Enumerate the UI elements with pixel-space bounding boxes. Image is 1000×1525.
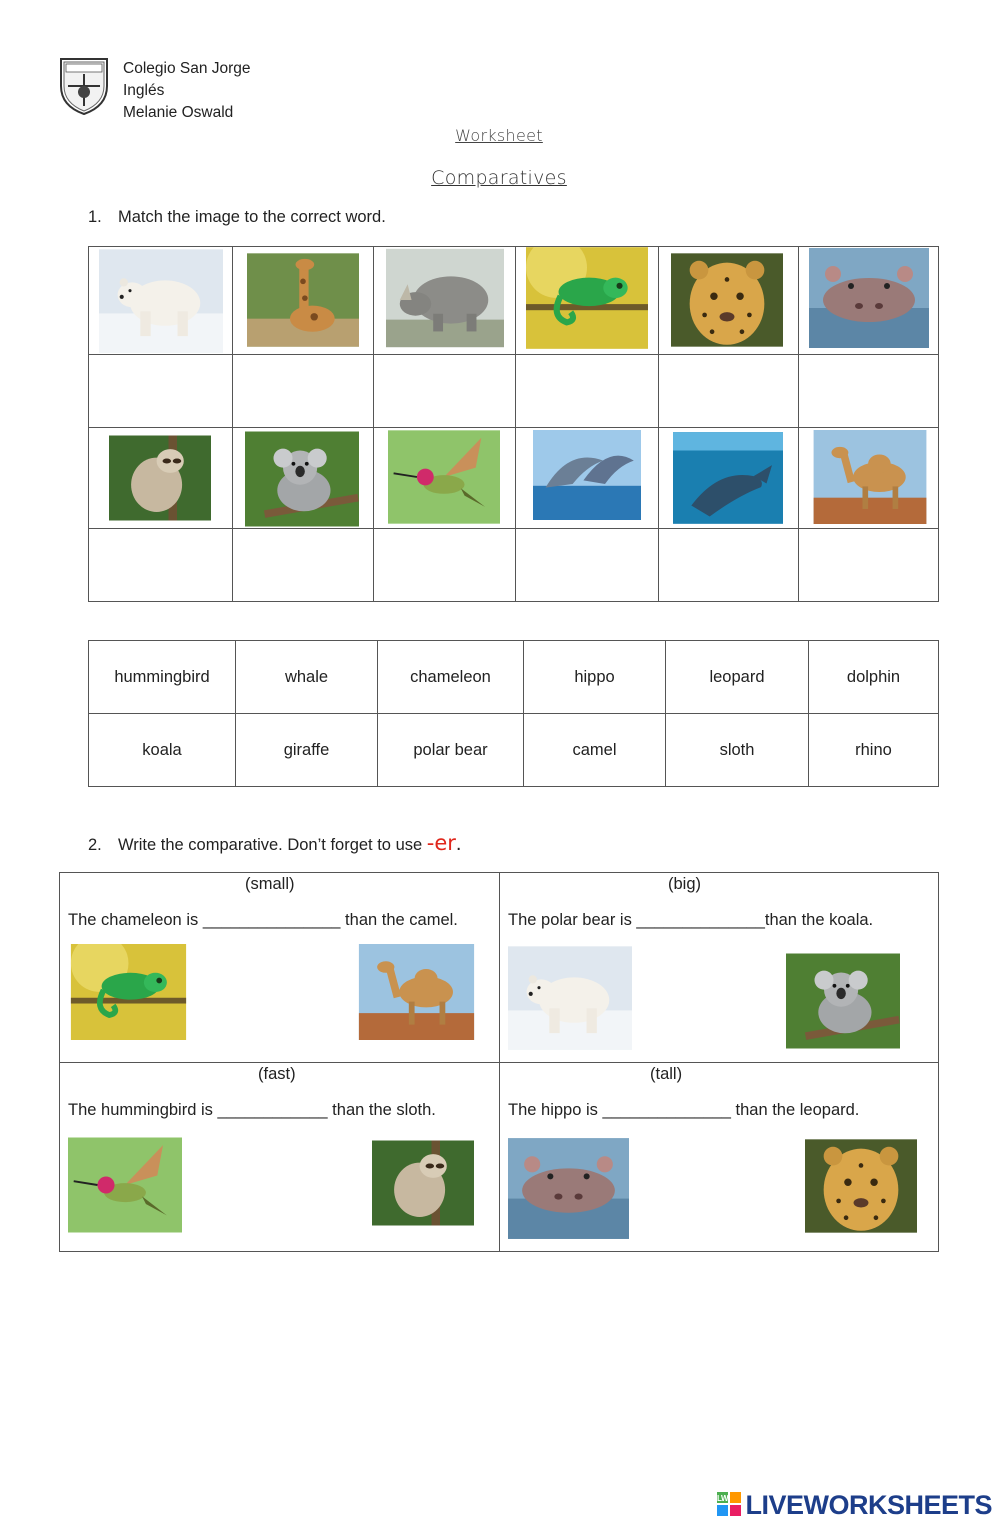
image-row-1 <box>89 247 939 355</box>
image-row-2 <box>89 428 939 529</box>
camel-image <box>357 944 476 1040</box>
word-cell: rhino <box>809 714 939 787</box>
answer-cell[interactable] <box>516 529 659 602</box>
word-cell: camel <box>524 714 666 787</box>
hippo-image <box>508 1137 629 1240</box>
exercise1-number: 1. <box>88 208 102 226</box>
giraffe-image <box>247 247 359 353</box>
word-cell: polar bear <box>378 714 524 787</box>
answer-cell[interactable] <box>374 529 516 602</box>
school-crest-icon <box>58 56 110 116</box>
word-cell: leopard <box>666 641 809 714</box>
exercise1-text: Match the image to the correct word. <box>118 208 386 226</box>
worksheet-subtitle: Comparatives <box>431 167 567 189</box>
hint-label: (small) <box>245 875 295 893</box>
comparative-table <box>59 872 939 1252</box>
answer-row-1 <box>89 355 939 428</box>
answer-cell[interactable] <box>799 529 939 602</box>
leopard-image <box>805 1133 917 1239</box>
logo-text: LIVEWORKSHEETS <box>745 1490 992 1520</box>
dolphin-image <box>532 430 642 520</box>
exercise2-instruction <box>88 831 461 856</box>
answer-cell[interactable] <box>233 529 374 602</box>
word-cell: hummingbird <box>89 641 236 714</box>
word-bank <box>88 640 939 787</box>
exercise2-number: 2. <box>88 836 102 854</box>
answer-cell[interactable] <box>89 355 233 428</box>
koala-image <box>786 951 900 1051</box>
word-cell: sloth <box>666 714 809 787</box>
comparative-sentence[interactable]: The hummingbird is ____________ than the sloth. <box>68 1101 436 1119</box>
word-cell: hippo <box>524 641 666 714</box>
comparative-cell-2 <box>500 873 939 1063</box>
subject-name: Inglés <box>123 82 165 99</box>
school-info <box>123 58 251 124</box>
liveworksheets-logo <box>716 1490 992 1521</box>
liveworksheets-icon <box>716 1491 742 1517</box>
er-suffix: -er <box>426 831 456 855</box>
comparative-cell-4 <box>500 1063 939 1252</box>
exercise2-text: Write the comparative. Don’t forget to use <box>118 836 427 854</box>
rhino-image <box>386 247 504 349</box>
answer-cell[interactable] <box>233 355 374 428</box>
hummingbird-image <box>68 1137 182 1233</box>
answer-cell[interactable] <box>659 355 799 428</box>
match-image-grid <box>88 246 939 602</box>
sloth-image <box>109 430 211 526</box>
comparative-sentence[interactable]: The polar bear is ______________than the koala. <box>508 911 874 929</box>
whale-image <box>673 430 783 526</box>
chameleon-image <box>68 944 189 1040</box>
comparative-cell-3 <box>60 1063 500 1252</box>
logo-letter: LW <box>717 1494 729 1503</box>
answer-cell[interactable] <box>516 355 659 428</box>
answer-cell[interactable] <box>659 529 799 602</box>
comparative-sentence[interactable]: The chameleon is _______________ than the camel. <box>68 911 458 929</box>
teacher-name: Melanie Oswald <box>123 104 234 121</box>
chameleon-image <box>526 247 648 349</box>
answer-cell[interactable] <box>799 355 939 428</box>
worksheet-title: Worksheet <box>455 126 543 145</box>
camel-image <box>811 430 929 524</box>
comparative-sentence[interactable]: The hippo is ______________ than the leopard. <box>508 1101 860 1119</box>
word-cell: koala <box>89 714 236 787</box>
exercise1-instruction <box>88 208 386 227</box>
comparative-cell-1 <box>60 873 500 1063</box>
koala-image <box>245 430 359 528</box>
answer-cell[interactable] <box>89 529 233 602</box>
leopard-image <box>671 247 783 353</box>
polar-bear-image <box>99 247 223 355</box>
hint-label: (fast) <box>258 1065 296 1083</box>
word-cell: dolphin <box>809 641 939 714</box>
polar-bear-image <box>508 944 632 1052</box>
hummingbird-image <box>388 430 500 524</box>
word-cell: whale <box>236 641 378 714</box>
hint-label: (big) <box>668 875 702 893</box>
school-name: Colegio San Jorge <box>123 60 251 77</box>
hint-label: (tall) <box>650 1065 683 1083</box>
exercise2-period: . <box>455 833 462 855</box>
sloth-image <box>372 1133 474 1233</box>
answer-row-2 <box>89 529 939 602</box>
word-cell: chameleon <box>378 641 524 714</box>
answer-cell[interactable] <box>374 355 516 428</box>
word-cell: giraffe <box>236 714 378 787</box>
hippo-image <box>809 247 929 349</box>
